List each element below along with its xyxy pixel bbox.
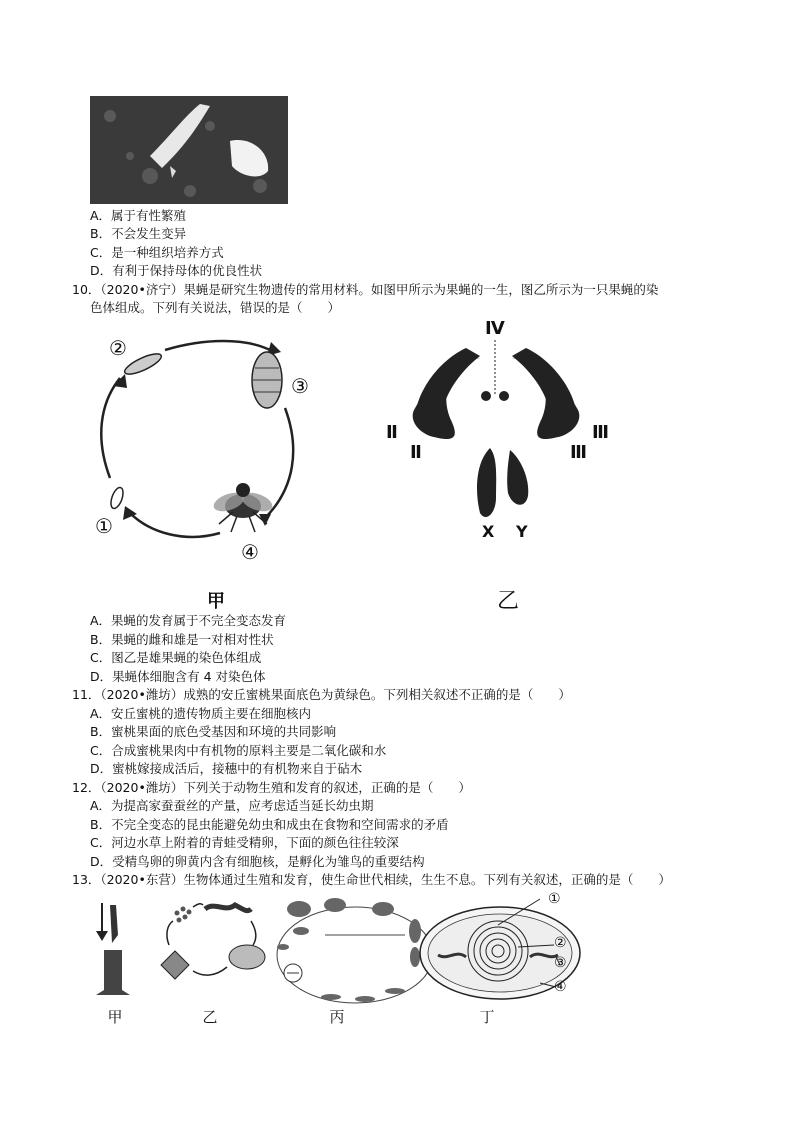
- grafting-photo: [90, 96, 288, 204]
- egg-label-2: ②: [554, 935, 567, 951]
- stage-label-1: ①: [95, 514, 113, 538]
- chromosome-label-iv: Ⅳ: [485, 318, 505, 339]
- q11-stem: 11．（2020•潍坊）成熟的安丘蜜桃果面底色为黄绿色。下列相关叙述不正确的是（ ）: [72, 687, 571, 702]
- egg-label-3: ③: [554, 955, 567, 971]
- q12-option-a: A．为提高家蚕蚕丝的产量，应考虑适当延长幼虫期: [90, 798, 374, 813]
- chromosome-label-iii-a: Ⅲ: [592, 422, 610, 443]
- q11-option-d: D．蜜桃嫁接成活后，接穗中的有机物来自于砧木: [90, 761, 363, 776]
- q10-stem-line1: 10．（2020•济宁）果蝇是研究生物遗传的常用材料。如图甲所示为果蝇的一生，图乙所示为一只果蝇的染: [72, 282, 659, 297]
- q12-stem: 12．（2020•潍坊）下列关于动物生殖和发育的叙述，正确的是（ ）: [72, 780, 471, 795]
- q10-option-c: C．图乙是雄果蝇的染色体组成: [90, 650, 262, 665]
- stage-label-4: ④: [241, 540, 259, 564]
- q13-caption-ding: 丁: [479, 1008, 495, 1026]
- q12-option-d: D．受精鸟卵的卵黄内含有细胞核，是孵化为雏鸟的重要结构: [90, 854, 425, 869]
- q11-option-c: C．合成蜜桃果肉中有机物的原料主要是二氧化碳和水: [90, 743, 387, 758]
- q11-option-b: B．蜜桃果面的底色受基因和环境的共同影响: [90, 724, 337, 739]
- q10-option-a: A．果蝇的发育属于不完全变态发育: [90, 613, 287, 628]
- chromosome-label-ii-a: Ⅱ: [386, 422, 398, 443]
- q11-option-a: A．安丘蜜桃的遗传物质主要在细胞核内: [90, 706, 312, 721]
- stage-label-2: ②: [109, 336, 127, 360]
- q9-option-d: D．有利于保持母体的优良性状: [90, 263, 263, 278]
- q12-option-b: B．不完全变态的昆虫能避免幼虫和成虫在食物和空间需求的矛盾: [90, 817, 449, 832]
- egg-label-1: ①: [548, 891, 561, 907]
- q13-stem: 13．（2020•东营）生物体通过生殖和发育，使生命世代相续，生生不息。下列有关叙述，正确的是（ ）: [72, 872, 671, 887]
- q9-option-b: B．不会发生变异: [90, 226, 187, 241]
- q13-caption-yi: 乙: [202, 1008, 218, 1026]
- chromosome-label-y: Y: [516, 522, 528, 541]
- q12-option-c: C．河边水草上附着的青蛙受精卵，下面的颜色往往较深: [90, 835, 399, 850]
- q9-option-c: C．是一种组织培养方式: [90, 245, 224, 260]
- q13-caption-bing: 丙: [329, 1008, 345, 1026]
- chromosome-figure: [380, 318, 610, 548]
- fig-yi-caption: 乙: [496, 589, 519, 614]
- chromosome-label-x: X: [482, 522, 495, 541]
- chromosome-label-ii-b: Ⅱ: [410, 442, 422, 463]
- q10-option-b: B．果蝇的雌和雄是一对相对性状: [90, 632, 274, 647]
- q10-stem-line2: 色体组成。下列有关说法，错误的是（ ）: [90, 300, 341, 315]
- fig-jia-caption: 甲: [207, 591, 225, 612]
- q13-caption-jia: 甲: [107, 1008, 123, 1026]
- q9-option-a: A．属于有性繁殖: [90, 208, 187, 223]
- fruitfly-lifecycle-figure: [95, 328, 309, 568]
- q13-figures: [90, 891, 590, 1005]
- chromosome-label-iii-b: Ⅲ: [570, 442, 588, 463]
- egg-label-4: ④: [554, 979, 567, 995]
- stage-label-3: ③: [291, 374, 309, 398]
- q10-option-d: D．果蝇体细胞含有 4 对染色体: [90, 669, 266, 684]
